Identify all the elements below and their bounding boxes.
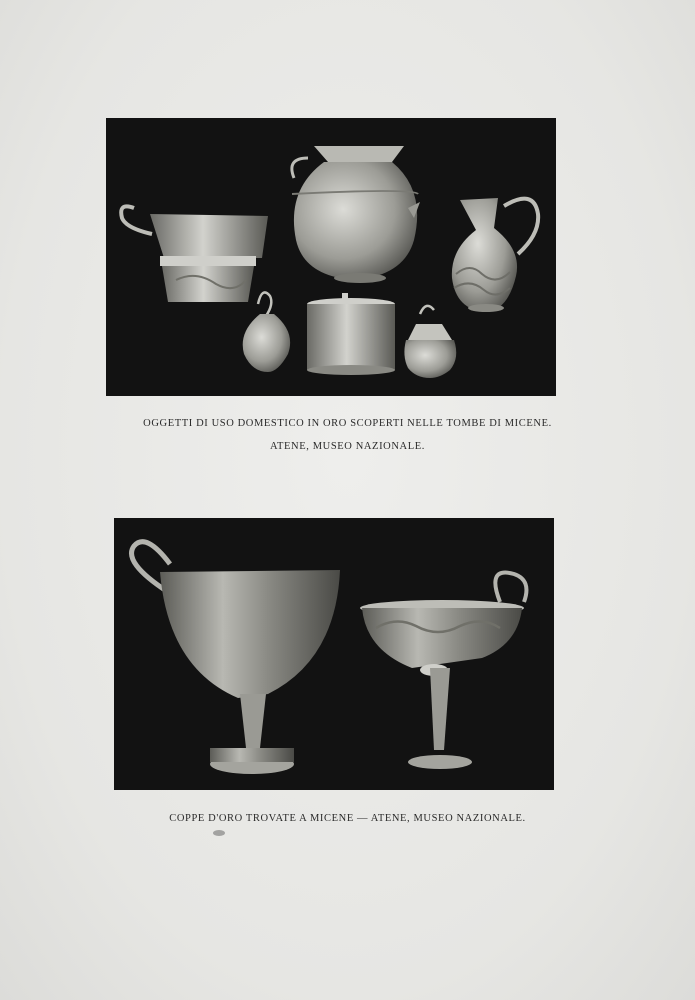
photo-gold-domestic-objects <box>106 118 556 396</box>
gold-cylindrical-box <box>307 293 395 375</box>
plate-photo-domestic-objects <box>106 118 556 396</box>
gold-jug-center <box>292 146 420 283</box>
photo-gold-cups <box>114 518 554 790</box>
gold-jug-right <box>452 198 538 312</box>
plate-photo-gold-cups <box>114 518 554 790</box>
gold-goblet-right <box>360 573 526 769</box>
gold-goblet-left <box>132 542 340 774</box>
plate-2-caption: COPPE D'ORO TROVATE A MICENE — ATENE, MUSEO NAZIONALE. <box>169 813 526 824</box>
paper-blemish <box>213 830 225 836</box>
gold-small-jar <box>243 292 290 372</box>
gold-lidded-jar <box>404 306 456 378</box>
plate-1-caption-location: ATENE, MUSEO NAZIONALE. <box>270 441 425 452</box>
plate-1-caption: OGGETTI DI USO DOMESTICO IN ORO SCOPERTI NELLE TOMBE DI MICENE. <box>143 418 552 429</box>
gold-cup-left <box>121 206 268 302</box>
